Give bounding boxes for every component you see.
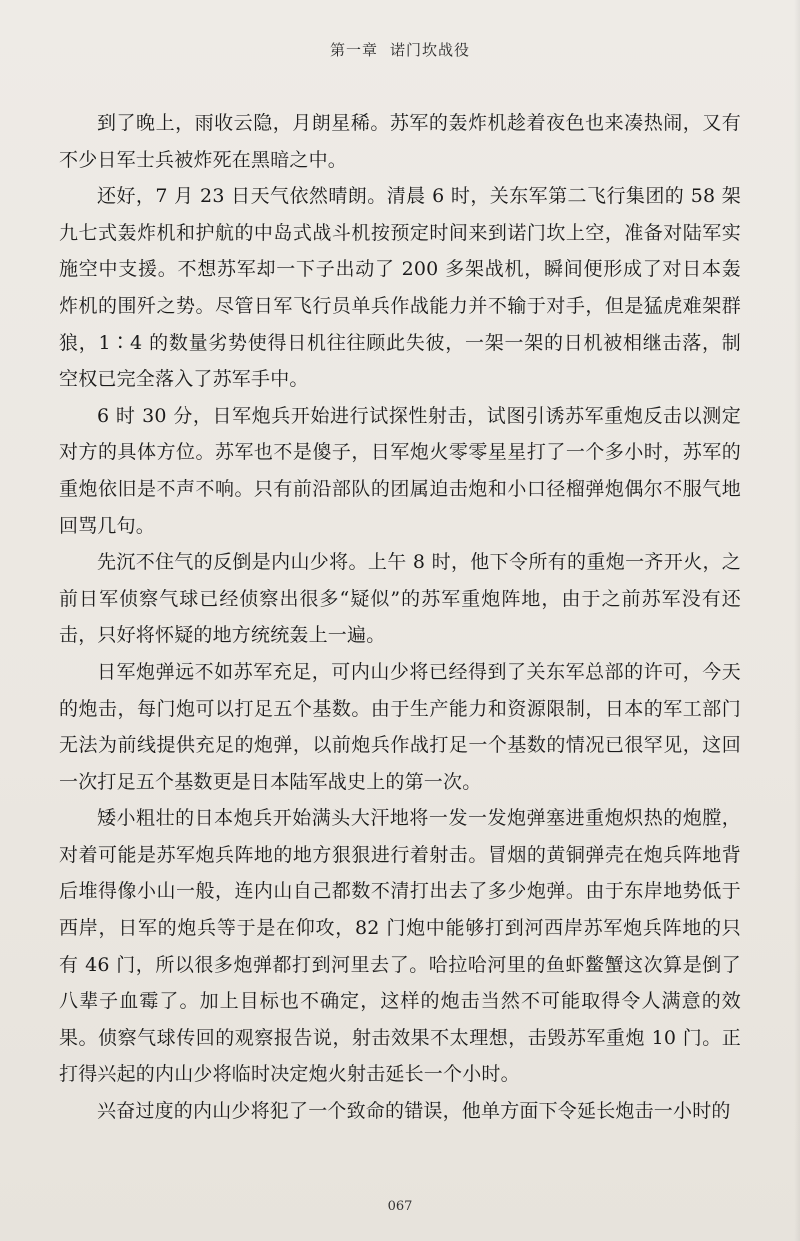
- paragraph: 先沉不住气的反倒是内山少将。上午 8 时，他下令所有的重炮一齐开火，之前日军侦察气球已经侦察出很多“疑似”的苏军重炮阵地，由于之前苏军没有还击，只好将怀疑的地方统统轰上一遍。: [59, 551, 741, 647]
- page-number: 067: [387, 1199, 413, 1214]
- chapter-title: 诺门坎战役: [390, 41, 471, 59]
- paragraph: 矮小粗壮的日本炮兵开始满头大汗地将一发一发炮弹塞进重炮炽热的炮膛，对着可能是苏军炮兵阵地的地方狠狠进行着射击。冒烟的黄铜弹壳在炮兵阵地背后堆得像小山一般，连内山自己都数不清打出去了多少炮弹。由于东岸地势低于西岸，日军的炮兵等于是在仰攻，82 门炮中能够打到河西岸苏军炮兵阵地的只有 46 门，所以很多炮弹都打到河里去了。哈拉哈河里的鱼虾鳖蟹这次算是倒了八辈子血霉了。加上目标也不确定，这样的炮击当然不可能取得令人满意的效果。侦察气球传回的观察报告说，射击效果不太理想，击毁苏军重炮 10 门。正打得兴起的内山少将临时决定炮火射击延长一个小时。: [59, 807, 741, 1086]
- body-text: [59, 105, 741, 1130]
- paragraph: 日军炮弹远不如苏军充足，可内山少将已经得到了关东军总部的许可，今天的炮击，每门炮可以打足五个基数。由于生产能力和资源限制，日本的军工部门无法为前线提供充足的炮弹，以前炮兵作战打足一个基数的情况已很罕见，这回一次打足五个基数更是日本陆军战史上的第一次。: [59, 660, 741, 793]
- paragraph: 到了晚上，雨收云隐，月朗星稀。苏军的轰炸机趁着夜色也来凑热闹，又有不少日军士兵被炸死在黑暗之中。: [59, 112, 741, 171]
- paragraph: 还好，7 月 23 日天气依然晴朗。清晨 6 时，关东军第二飞行集团的 58 架九七式轰炸机和护航的中岛式战斗机按预定时间来到诺门坎上空，准备对陆军实施空中支援。不想苏军却一下子出动了 200 多架战机，瞬间便形成了对日本轰炸机的围歼之势。尽管日军飞行员单兵作战能力并不输于对手，但是猛虎难架群狼，1∶4 的数量劣势使得日机往往顾此失彼，一架一架的日机被相继击落，制空权已完全落入了苏军手中。: [59, 185, 741, 391]
- paragraph: 兴奋过度的内山少将犯了一个致命的错误，他单方面下令延长炮击一小时的: [97, 1100, 731, 1123]
- chapter-label: 第一章: [329, 41, 378, 59]
- running-header: [0, 39, 800, 60]
- paragraph: 6 时 30 分，日军炮兵开始进行试探性射击，试图引诱苏军重炮反击以测定对方的具体方位。苏军也不是傻子，日军炮火零零星星打了一个多小时，苏军的重炮依旧是不声不响。只有前沿部队的团属迫击炮和小口径榴弹炮偶尔不服气地回骂几句。: [59, 404, 741, 537]
- page-edge-shadow: [794, 0, 800, 1241]
